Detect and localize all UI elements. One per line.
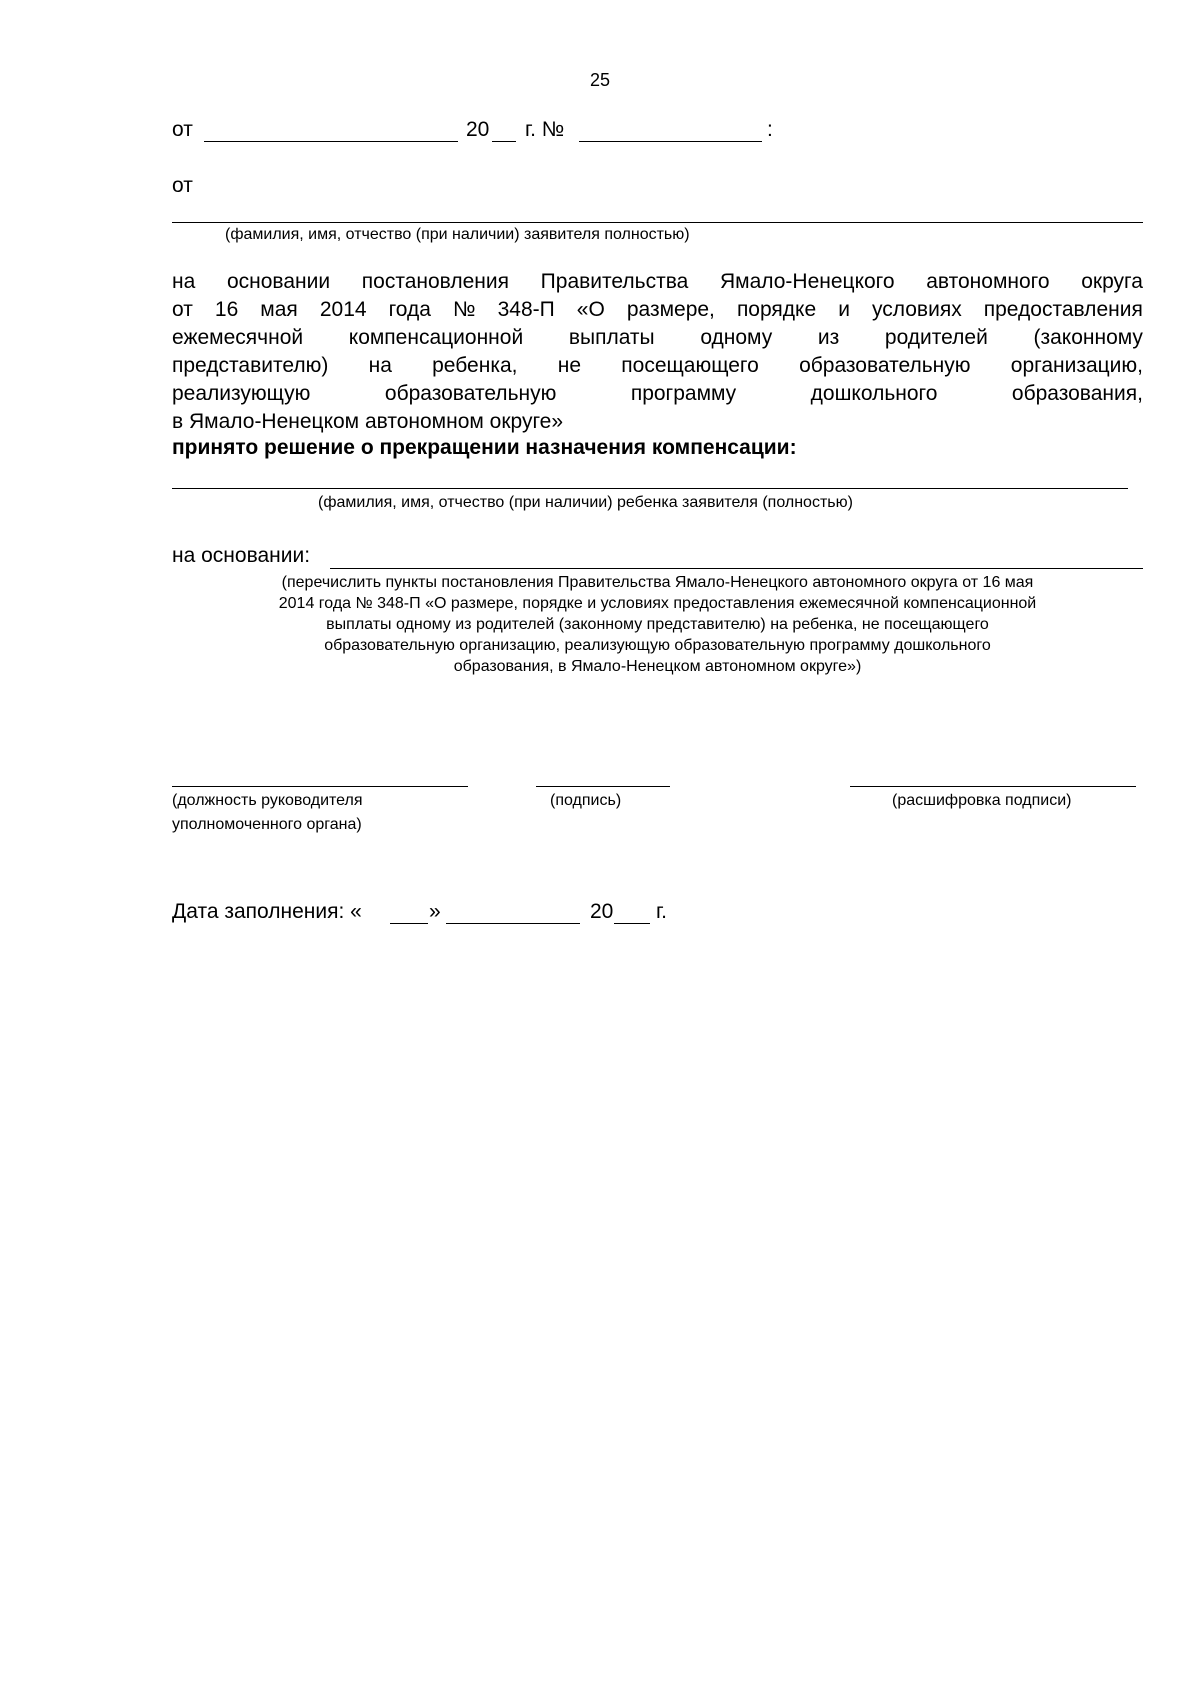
decision-heading: принято решение о прекращении назначения компенсации: bbox=[172, 436, 797, 459]
paragraph-word: образования, bbox=[1011, 382, 1143, 405]
fill-year-prefix: 20 bbox=[590, 900, 614, 923]
paragraph-word: не bbox=[557, 354, 582, 377]
paragraph-line bbox=[172, 380, 1143, 408]
fill-month-field-line[interactable] bbox=[446, 923, 580, 924]
position-caption-line2: уполномоченного органа) bbox=[172, 816, 362, 833]
paragraph-word: предоставления bbox=[983, 298, 1143, 321]
paragraph-word: (законному bbox=[1033, 326, 1143, 349]
page-number: 25 bbox=[589, 70, 611, 90]
paragraph-word: одному bbox=[700, 326, 773, 349]
fill-date-close-quote: » bbox=[429, 900, 441, 923]
child-name-line[interactable] bbox=[172, 488, 1128, 489]
number-field-line[interactable] bbox=[579, 141, 762, 142]
position-field-line[interactable] bbox=[172, 786, 468, 787]
paragraph-word: представителю) bbox=[172, 354, 329, 377]
header-colon: : bbox=[767, 118, 773, 141]
basis-field-line[interactable] bbox=[330, 568, 1143, 569]
paragraph-word: размере, bbox=[626, 298, 715, 321]
paragraph-word: реализующую bbox=[172, 382, 311, 405]
paragraph-line bbox=[172, 324, 1143, 352]
paragraph-word: 16 bbox=[214, 298, 239, 321]
basis-label: на основании: bbox=[172, 544, 311, 567]
paragraph-word: Правительства bbox=[540, 270, 689, 293]
decoding-field-line[interactable] bbox=[850, 786, 1136, 787]
paragraph-word: «О bbox=[576, 298, 605, 321]
paragraph-word: компенсационной bbox=[348, 326, 524, 349]
signature-caption: (подпись) bbox=[550, 792, 622, 809]
fill-year-suffix: г. bbox=[656, 900, 667, 923]
paragraph-word: от bbox=[172, 298, 193, 321]
paragraph-word: выплаты bbox=[568, 326, 655, 349]
paragraph-word: посещающего bbox=[621, 354, 759, 377]
date-field-line[interactable] bbox=[204, 141, 458, 142]
basis-hint-line: образовательную организацию, реализующую образовательную программу дошкольного bbox=[324, 637, 991, 654]
paragraph-line bbox=[172, 296, 1143, 324]
paragraph-word: на bbox=[368, 354, 392, 377]
paragraph-word: Ямало-Ненецкого bbox=[719, 270, 895, 293]
paragraph-word: № bbox=[453, 298, 476, 321]
paragraph-word: округа bbox=[1081, 270, 1143, 293]
paragraph-word: организацию, bbox=[1010, 354, 1143, 377]
paragraph-word: 348-П bbox=[497, 298, 555, 321]
basis-hint-line: выплаты одному из родителей (законному представителю) на ребенка, не посещающего bbox=[326, 616, 989, 633]
paragraph-word: родителей bbox=[884, 326, 988, 349]
paragraph-word: программу bbox=[630, 382, 737, 405]
paragraph-word: и bbox=[838, 298, 850, 321]
fill-date-label: Дата заполнения: « bbox=[172, 900, 362, 923]
paragraph-word: автономного bbox=[926, 270, 1050, 293]
basis-hint-line: образования, в Ямало-Ненецком автономном округе») bbox=[453, 658, 862, 675]
paragraph-line bbox=[172, 352, 1143, 380]
paragraph-word: ребенка, bbox=[432, 354, 518, 377]
paragraph-word: мая bbox=[260, 298, 298, 321]
applicant-caption: (фамилия, имя, отчество (при наличии) заявителя полностью) bbox=[225, 226, 690, 243]
paragraph-word: образовательную bbox=[799, 354, 971, 377]
applicant-name-line[interactable] bbox=[172, 222, 1143, 223]
paragraph-word: образовательную bbox=[384, 382, 557, 405]
paragraph-line bbox=[172, 268, 1143, 296]
child-caption: (фамилия, имя, отчество (при наличии) ребенка заявителя (полностью) bbox=[318, 494, 853, 511]
header-year-prefix: 20 bbox=[466, 118, 490, 141]
paragraph-word: постановления bbox=[361, 270, 509, 293]
paragraph-word: на bbox=[172, 270, 196, 293]
paragraph-word: 2014 bbox=[319, 298, 367, 321]
basis-hint bbox=[172, 572, 1143, 677]
year-field-line[interactable] bbox=[492, 141, 516, 142]
paragraph-word: порядке bbox=[736, 298, 817, 321]
fill-year-field-line[interactable] bbox=[614, 923, 650, 924]
paragraph-word: основании bbox=[226, 270, 331, 293]
paragraph-word: ежемесячной bbox=[172, 326, 304, 349]
header-from-label: от bbox=[172, 118, 193, 141]
paragraph-word: года bbox=[388, 298, 431, 321]
basis-hint-line: (перечислить пункты постановления Правительства Ямало-Ненецкого автономного округа от 16 мая bbox=[281, 574, 1034, 591]
paragraph-word: дошкольного bbox=[810, 382, 938, 405]
decoding-caption: (расшифровка подписи) bbox=[892, 792, 1072, 809]
basis-paragraph bbox=[172, 268, 1143, 436]
applicant-from-label: от bbox=[172, 174, 193, 197]
basis-hint-line: 2014 года № 348-П «О размере, порядке и условиях предоставления ежемесячной компенсационной bbox=[278, 595, 1037, 612]
header-year-suffix: г. № bbox=[525, 118, 565, 141]
signature-field-line[interactable] bbox=[536, 786, 670, 787]
position-caption-line1: (должность руководителя bbox=[172, 792, 363, 809]
paragraph-word: из bbox=[817, 326, 840, 349]
fill-day-field-line[interactable] bbox=[390, 923, 428, 924]
paragraph-word: условиях bbox=[872, 298, 962, 321]
paragraph-line: в Ямало-Ненецком автономном округе» bbox=[172, 410, 564, 433]
